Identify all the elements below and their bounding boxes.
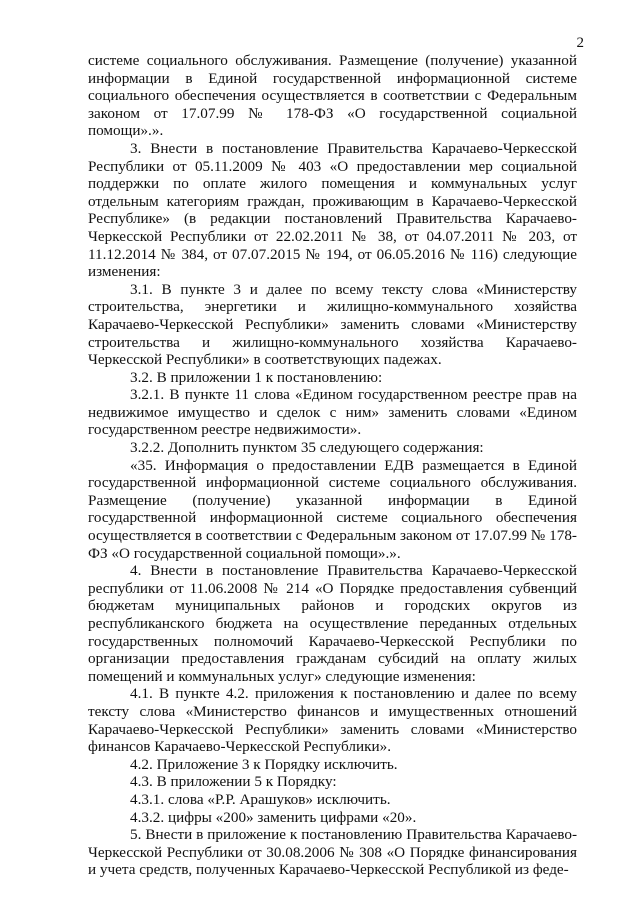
paragraph-item-4: 4. Внести в постановление Правительства Карачаево-Черкесской республики от 11.06.2008 № 214 «О Порядке предоставления субвенций бюджетам муниципальных районов и городских округов из республиканского бюджета на осуществление переданных отдельных государственных полномочий Карачаево-Черкесской Республики по организации предоставления гражданам субсидий на оплату жилых помещений и коммунальных услуг» следующие изменения: — [88, 562, 577, 685]
paragraph-item-3-2-1: 3.2.1. В пункте 11 слова «Едином государственном реестре прав на недвижимое имущество и сделок с ним» заменить словами «Едином государственном реестре недвижимости». — [88, 386, 577, 439]
paragraph-continuation: системе социального обслуживания. Размещение (получение) указанной информации в Единой государственной информационной системе социального обеспечения осуществляется в соответствии с Федеральным законом от 17.07.99 № 178-ФЗ «О государственной социальной помощи».». — [88, 52, 577, 140]
paragraph-item-3: 3. Внести в постановление Правительства Карачаево-Черкесской Республики от 05.11.2009 № 403 «О предоставлении мер социальной поддержки по оплате жилого помещения и коммунальных услуг отдельным категориям граждан, проживающим в Карачаево-Черкесской Республике» (в редакции постановлений Правительства Карачаево-Черкесской Республики от 22.02.2011 № 38, от 04.07.2011 № 203, от 11.12.2014 № 384, от 07.07.2015 № 194, от 06.05.2016 № 116) следующие изменения: — [88, 139, 577, 281]
paragraph-item-4-3-1: 4.3.1. слова «Р.Р. Арашуков» исключить. — [130, 790, 391, 808]
paragraph-item-3-2-2: 3.2.2. Дополнить пунктом 35 следующего содержания: — [130, 439, 484, 457]
paragraph-item-4-2: 4.2. Приложение 3 к Порядку исключить. — [130, 755, 398, 773]
paragraph-item-4-3: 4.3. В приложении 5 к Порядку: — [130, 773, 337, 791]
paragraph-item-4-1: 4.1. В пункте 4.2. приложения к постановлению и далее по всему тексту слова «Министерство финансов и имущественных отношений Карачаево-Черкесской Республики» заменить словами «Министерство финансов Карачаево-Черкесской Республики». — [88, 685, 577, 756]
paragraph-item-5: 5. Внести в приложение к постановлению Правительства Карачаево-Черкесской Республики от 30.08.2006 № 308 «О Порядке финансирования и учета средств, полученных Карачаево-Черкесской Республикой из феде- — [88, 826, 577, 879]
paragraph-quoted-item-35: «35. Информация о предоставлении ЕДВ размещается в Единой государственной информационной системе социального обслуживания. Размещение (получение) указанной информации в Единой государственной информационной системе социального обеспечения осуществляется в соответствии с Федеральным законом от 17.07.99 № 178-ФЗ «О государственной социальной помощи».». — [88, 456, 577, 562]
paragraph-item-4-3-2: 4.3.2. цифры «200» заменить цифрами «20». — [130, 808, 417, 826]
document-body — [88, 52, 577, 879]
paragraph-item-3-2: 3.2. В приложении 1 к постановлению: — [130, 368, 383, 386]
paragraph-item-3-1: 3.1. В пункте 3 и далее по всему тексту слова «Министерству строительства, энергетики и жилищно-коммунального хозяйства Карачаево-Черкесской Республики» заменить словами «Министерству строительства и жилищно-коммунального хозяйства Карачаево-Черкесской Республики» в соответствующих падежах. — [88, 280, 577, 369]
page-number: 2 — [576, 35, 584, 51]
